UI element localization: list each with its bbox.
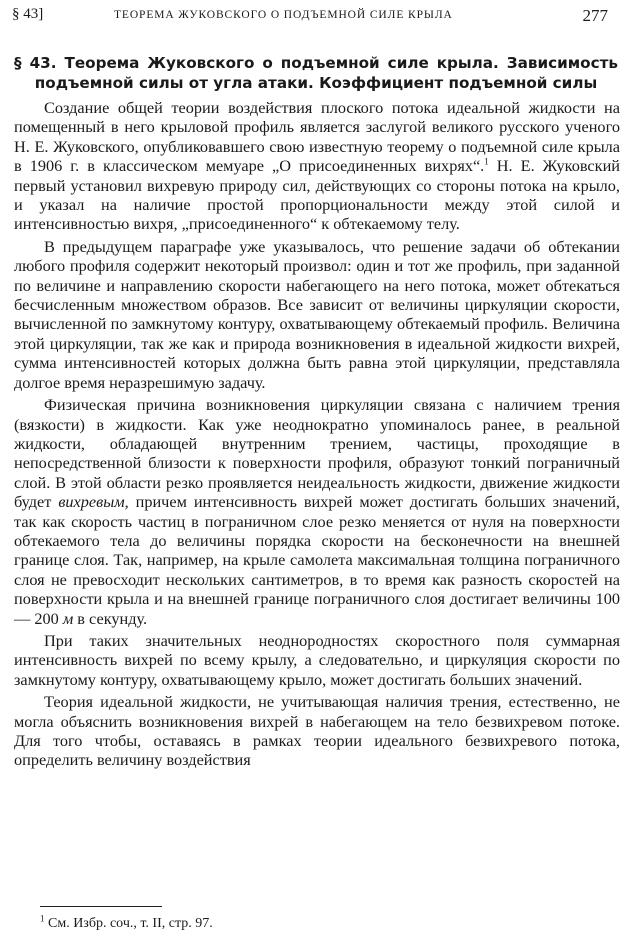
paragraph-4: При таких значительных неоднородностях скоростного поля суммарная интенсивность вихрей по всему крылу, а следовательно, и циркуляция скорости по замкнутому контуру, охватывающему крыло, может достигать больших значений. bbox=[14, 630, 620, 689]
paragraph-1 bbox=[14, 98, 620, 234]
section-heading: § 43. Теорема Жуковского о подъемной силе крыла. Зависимость подъемной силы от угла атаки. Коэффициент подъемной силы bbox=[14, 54, 618, 92]
paragraph-5: Теория идеальной жидкости, не учитывающая наличия трения, естественно, не могла объяснить возникновения вихрей в набегающем на тело безвихревом потоке. Для того чтобы, оставаясь в рамках теории идеального безвихревого потока, определить величину воздействия bbox=[14, 692, 620, 770]
footnote-marker: 1 bbox=[484, 156, 489, 167]
footnote-number: 1 bbox=[40, 913, 45, 924]
section-reference: § 43] bbox=[12, 6, 44, 22]
running-head bbox=[12, 6, 608, 28]
footnote-divider bbox=[40, 906, 162, 907]
body-text bbox=[14, 98, 620, 770]
paragraph-1-continuation: Н. Е. Жуковский первый установил вихревую природу сил, действующих со стороны потока на крыло, и указал на наличие простой пропорциональности между этой силой и интенсивностью вихря, „присоединенного“ к обтекаемому телу. bbox=[14, 156, 620, 234]
footnote bbox=[40, 915, 213, 933]
emphasized-term: вихревым bbox=[58, 492, 125, 512]
running-title: ТЕОРЕМА ЖУКОВСКОГО О ПОДЪЕМНОЙ СИЛЕ КРЫЛА bbox=[114, 9, 453, 21]
paragraph-3-tail: в секунду. bbox=[73, 608, 148, 628]
paragraph-3-continuation: , причем интенсивность вихрей может достигать больших значений, так как скорость частиц в пограничном слое резко меняется от нуля на поверхности обтекаемого тела до величины порядка скорости на бесконечности на внешней границе слоя. Так, например, на крыле самолета максимальная толщина пограничного слоя не превосходит нескольких сантиметров, в то время как разность скоростей на поверхности крыла и на внешней границе пограничного слоя достигает величины 100 — 200 bbox=[14, 492, 620, 628]
paragraph-2: В предыдущем параграфе уже указывалось, что решение задачи об обтекании любого профиля содержит некоторый произвол: один и тот же профиль, при заданной по величине и направлению скорости набегающего на него потока, может обтекаться бесчисленным множеством образов. Все зависит от величины циркуляции скорости, вычисленной по замкнутому контуру, охватывающему обтекаемый профиль. Величина этой циркуляции, так же как и природа возникновения в идеальной жидкости вихрей, сумма интенсивностей которых должна быть равна этой циркуляции, представляла долгое время неразрешимую задачу. bbox=[14, 236, 620, 392]
paragraph-3 bbox=[14, 395, 620, 628]
unit-symbol: м bbox=[62, 608, 74, 628]
paragraph-3-text: Физическая причина возникновения циркуляции связана с наличием трения (вязкости) в жидкости. Как уже неоднократно упоминалось ранее, в реальной жидкости, обладающей внутренним трением, частицы, проходящие в непосредственной близости к поверхности профиля, образуют тонкий пограничный слой. В этой области резко проявляется неидеальность жидкости, движение жидкости будет bbox=[14, 395, 620, 512]
page-number: 277 bbox=[582, 6, 608, 25]
footnote-text: См. Избр. соч., т. II, стр. 97. bbox=[48, 916, 213, 931]
paragraph-1-text: Создание общей теории воздействия плоского потока идеальной жидкости на помещенный в него крыловой профиль является заслугой великого русского ученого Н. Е. Жуковского, опубликовавшего свою известную теорему о подъемной силе крыла в 1906 г. в классическом мемуаре „О присоединенных вихрях“. bbox=[14, 98, 620, 176]
